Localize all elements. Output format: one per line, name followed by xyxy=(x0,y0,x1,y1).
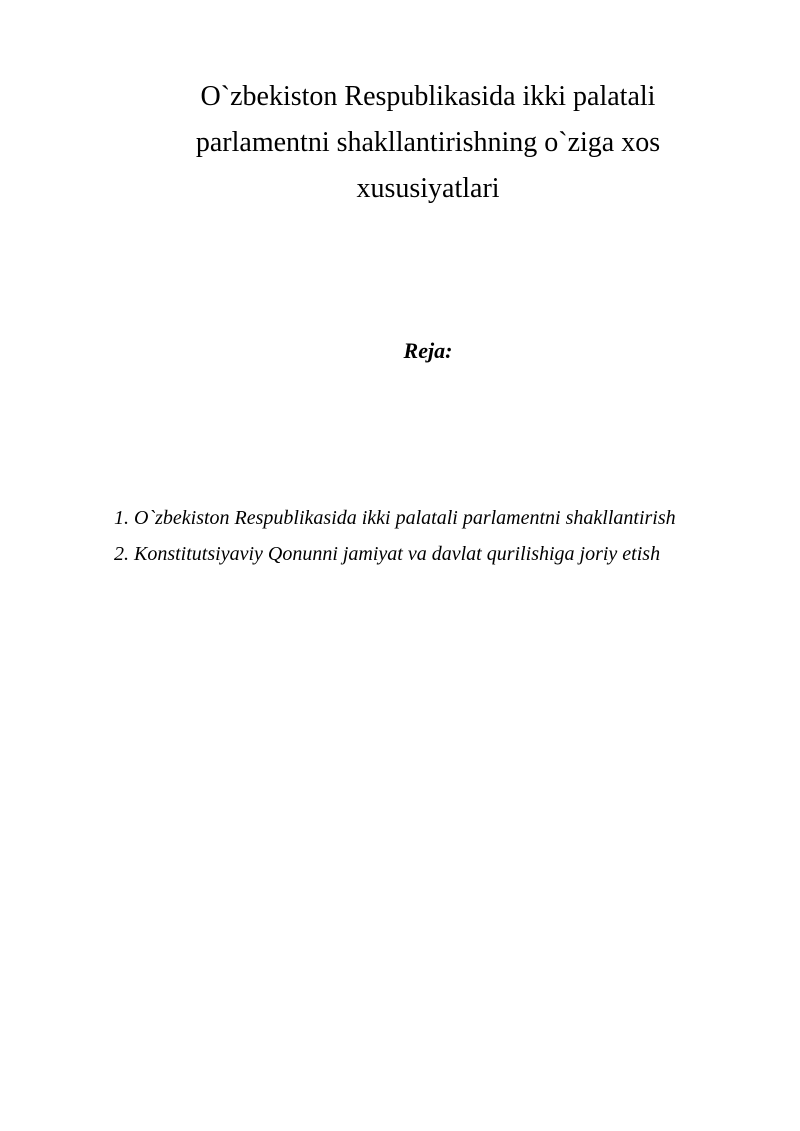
plan-item-text: O`zbekiston Respublikasida ikki palatali parlamentni shakllantirish xyxy=(134,507,676,529)
plan-list xyxy=(114,500,676,572)
title-line: parlamentni shakllantirishning o`ziga xos xyxy=(195,127,661,158)
plan-heading: Reja: xyxy=(403,338,453,363)
plan-item-number: 1. xyxy=(114,507,129,529)
document-title xyxy=(130,74,726,212)
plan-item-number: 2. xyxy=(114,543,129,565)
title-line: xususiyatlari xyxy=(356,173,500,204)
title-line: O`zbekiston Respublikasida ikki palatali xyxy=(200,81,656,112)
plan-item-text: Konstitutsiyaviy Qonunni jamiyat va davlat qurilishiga joriy etish xyxy=(134,543,661,565)
plan-item xyxy=(114,536,676,572)
plan-item xyxy=(114,500,676,536)
